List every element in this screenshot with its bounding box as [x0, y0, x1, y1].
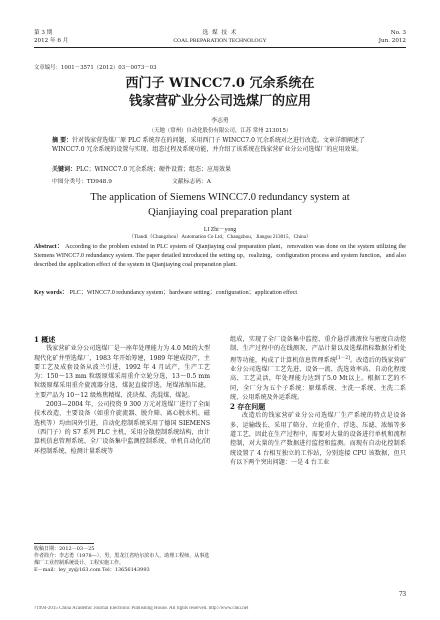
- keywords-en-label: Key words：: [34, 290, 69, 296]
- header-rule: [34, 47, 406, 48]
- affiliation-en: （Tiandi（Changzhou）Automation Co Ltd，Changzhou，Jiangsu 213015，China）: [128, 234, 312, 240]
- title-cn-line2: 钱家营矿业分公司选煤厂的应用: [128, 94, 311, 109]
- footnote-author-info: 作者简介：李志勇（1978—），男，黑龙江省哈尔滨市人，助理工程师，从事选煤厂工业控制系统设计、工程实施工作。: [34, 553, 210, 566]
- abstract-cn-text: 针对钱家营选煤厂原 PLC 系统存在的问题，采用西门子 WINCC7.0 冗余系统对之进行改造。文章详细阐述了 WINCC7.0 冗余系统的设置与实现、组态过程及系统功能，并介绍了该系统在钱家营矿业分公司选煤厂的应用效果。: [52, 137, 365, 153]
- section-1-paragraph-1: 钱家营矿业分公司选煤厂是一座年处理能力为 4.0 Mt的大型现代化矿井型选煤厂，1983 年开始筹建，1989 年建成投产，主要工艺及成套设备从波兰引进，1992 年 4 月试产，生产工艺为：150～13 mm 粒级原煤采用重介立轮分选，13～0.5 mm 粒级原煤采用重介旋流器分选，煤泥直接浮选，尾煤浓缩压滤，主要产品为 10～12 级炼焦精煤、洗块煤、洗混煤、煤泥。: [34, 345, 210, 399]
- header-date-en: Jun. 2012: [378, 38, 406, 44]
- keywords-en: [34, 289, 406, 298]
- abstract-en-text: According to the problem existed in PLC system of Qianjiaying coal preparation plant，renovation was done on the system utilizing the Siemens WINCC7.0 redundancy system. The paper detailed introduced the setting up，realizing，configuration process and system function，and also described the application effect of the system in Qianjiaying coal preparation plant.: [34, 244, 407, 268]
- header-date-cn: 2012 年 6 月: [34, 38, 69, 44]
- reference-mark: [1－2]: [336, 355, 350, 361]
- keywords-cn-label: 关键词：: [52, 166, 77, 173]
- section-2-title: 2 存在问题: [230, 402, 266, 412]
- abstract-cn-label: 摘 要：: [52, 137, 73, 144]
- title-en-line1: The application of Siemens WINCC7.0 redundancy system at: [90, 192, 350, 203]
- abstract-en: [34, 243, 406, 270]
- section-1-paragraph-2: 2003—2004 年，公司投资 9 300 万元对选煤厂进行了全面技术改造，主要设备（如重介旋流器、脱介筛、离心脱水机、磁选机等）均由国外引进，自动化控制系统采用了德国 SIEMENS（西门子）的 S7 系列 PLC 主机，采用分散控制系统结构，由计算机信息管理系统、全厂设备集中监测控制系统、单机自动化/闭环控制系统、检测计量系统等: [34, 401, 210, 455]
- section-1-paragraph-3: [230, 335, 406, 402]
- header-number: No. 3: [390, 30, 406, 36]
- section-2-paragraph-1: 改造后的钱家营矿业分公司选煤厂生产系统的特点是设备多、运输线长、采用了筛分、立轮重介、浮选、压滤、浓缩等多道工艺，因此在生产过程中，需要对大量的设备进行单机和流程控制，对大量的生产数据进行监控和监测。而现有自动化控制系统设置了 4 台相互独立的工作站，分别连接 CPU 该数据，但只有以下两个突出问题：一是 4 台工业: [230, 412, 406, 466]
- section-1-paragraph-3-continued: 。改造后的钱家营矿业分公司选煤厂工艺先进、设备一流、洗选效率高、自动化程度高、工艺灵活，年处理能力达到了5.0 Mt以上。根据工艺的不同，全厂分为五个子系统：原煤系统、主洗一系统、主洗二系统、公用系统及外运系统。: [230, 356, 407, 401]
- keywords-en-text: PLC；WINCC7.0 redundancy system；hardware setting；configuration；application effect: [69, 290, 298, 296]
- document-code: 文献标志码：A: [172, 179, 211, 185]
- footnote-received: 收稿日期：2012－03－25: [34, 546, 95, 552]
- footnote-rule: [34, 543, 94, 544]
- page-number: 73: [399, 590, 406, 598]
- title-en-line2: Qianjiaying coal preparation plant: [148, 207, 292, 218]
- keywords-cn: [52, 166, 388, 175]
- section-1-paragraph-3-text: 组成，实现了全厂设备集中监控、重介悬浮液液位与密度自动控制、生产过程中的在线测灰、产品计量以及选煤指标数据分析处理等功能，构成了计算机信息管理系统: [230, 336, 406, 364]
- author-cn: 李志勇: [211, 118, 229, 124]
- title-cn-line1: 西门子 WINCC7.0 冗余系统在: [125, 76, 315, 91]
- abstract-en-label: Abstract：: [34, 244, 64, 250]
- footnote: [34, 546, 210, 574]
- class-number: 中图分类号：TD948.9: [52, 179, 112, 185]
- left-column: [34, 335, 210, 456]
- article-id: 文章编号：1001－3571（2012）03－0073－03: [34, 65, 157, 71]
- affiliation-cn: （天地（常州）自动化股份有限公司，江苏 常州 213015）: [148, 128, 292, 134]
- header-journal-cn: 选 煤 技 术: [202, 30, 238, 36]
- copyright-line: ?1994-2015 China Academic Journal Electronic Publishing House. All rights reserved. http://www.cnki.net: [34, 606, 249, 611]
- keywords-cn-text: PLC；WINCC7.0 冗余系统；硬件设置；组态；应用效果: [76, 166, 232, 173]
- author-en: LI Zhi－yong: [203, 227, 237, 233]
- section-1-title: 1 概述: [34, 335, 56, 344]
- header-issue: 第 3 期: [34, 30, 53, 36]
- header-journal-en: COAL PREPARATION TECHNOLOGY: [173, 38, 267, 44]
- footnote-contact: E－mail：ley_zy@163.com Tel：13656143993: [34, 567, 150, 573]
- right-column: [230, 335, 406, 467]
- abstract-cn: [52, 137, 388, 154]
